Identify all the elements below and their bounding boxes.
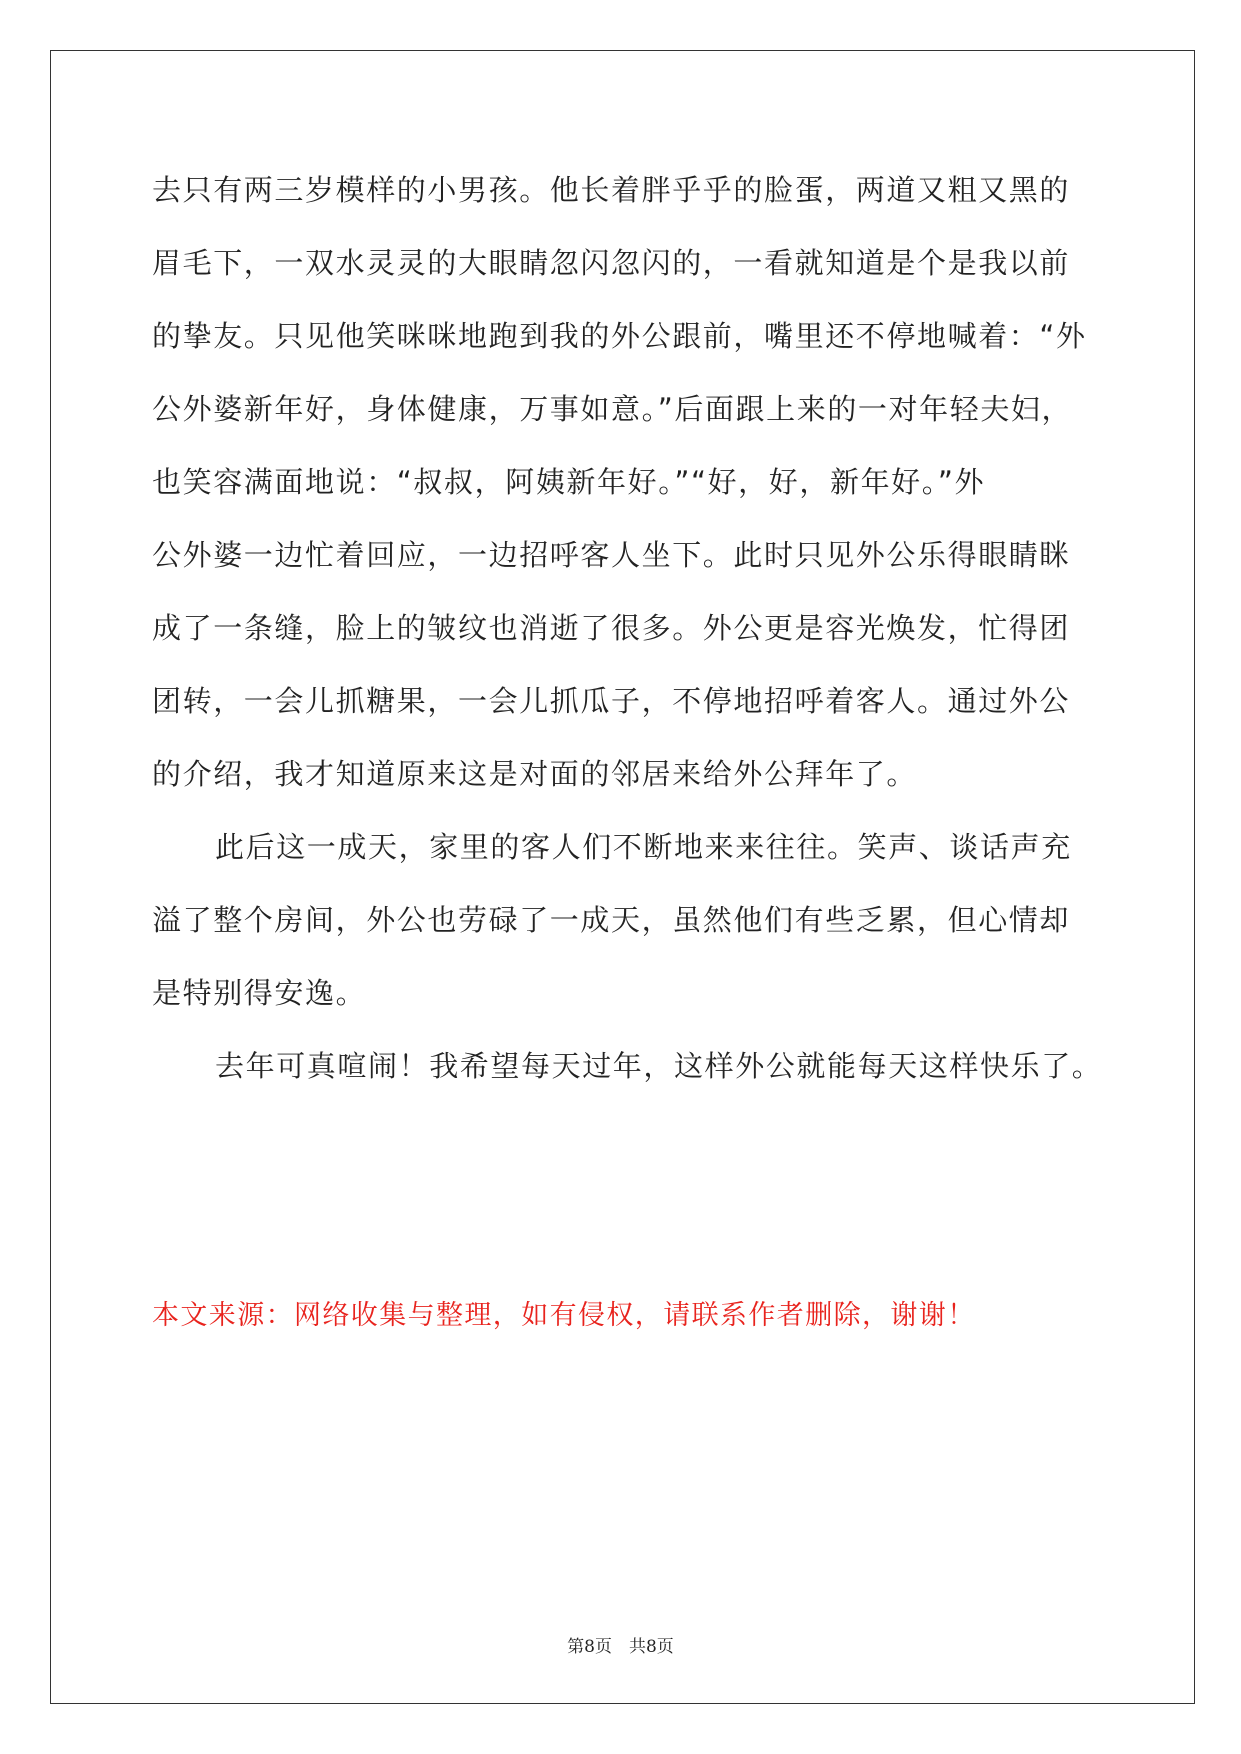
text-line-2: 眉毛下，一双水灵灵的大眼睛忽闪忽闪的，一看就知道是个是我以前 bbox=[152, 246, 1071, 280]
source-notice: 本文来源：网络收集与整理，如有侵权，请联系作者删除，谢谢！ bbox=[152, 1300, 976, 1331]
text-line-10: 此后这一成天，家里的客人们不断地来来往往。笑声、谈话声充 bbox=[215, 830, 1072, 864]
text-line-11: 溢了整个房间，外公也劳碌了一成天，虽然他们有些乏累，但心情却 bbox=[152, 903, 1071, 937]
text-line-1: 去只有两三岁模样的小男孩。他长着胖乎乎的脸蛋，两道又粗又黑的 bbox=[152, 173, 1071, 207]
text-line-7: 成了一条缝，脸上的皱纹也消逝了很多。外公更是容光焕发，忙得团 bbox=[152, 611, 1071, 645]
page-border bbox=[50, 50, 1195, 1704]
text-line-13: 去年可真喧闹！我希望每天过年，这样外公就能每天这样快乐了。 bbox=[215, 1049, 1103, 1083]
text-line-9: 的介绍，我才知道原来这是对面的邻居来给外公拜年了。 bbox=[152, 757, 918, 791]
text-line-3: 的挚友。只见他笑咪咪地跑到我的外公跟前，嘴里还不停地喊着：“外 bbox=[152, 319, 1087, 353]
text-line-5: 也笑容满面地说：“叔叔，阿姨新年好。”“好，好，新年好。”外 bbox=[152, 465, 986, 499]
text-line-8: 团转，一会儿抓糖果，一会儿抓瓜子，不停地招呼着客人。通过外公 bbox=[152, 684, 1071, 718]
text-line-4: 公外婆新年好，身体健康，万事如意。”后面跟上来的一对年轻夫妇， bbox=[152, 392, 1073, 426]
text-line-6: 公外婆一边忙着回应，一边招呼客人坐下。此时只见外公乐得眼睛眯 bbox=[152, 538, 1071, 572]
text-line-12: 是特别得安逸。 bbox=[152, 976, 367, 1010]
page-number-footer: 第8页 共8页 bbox=[567, 1637, 674, 1657]
